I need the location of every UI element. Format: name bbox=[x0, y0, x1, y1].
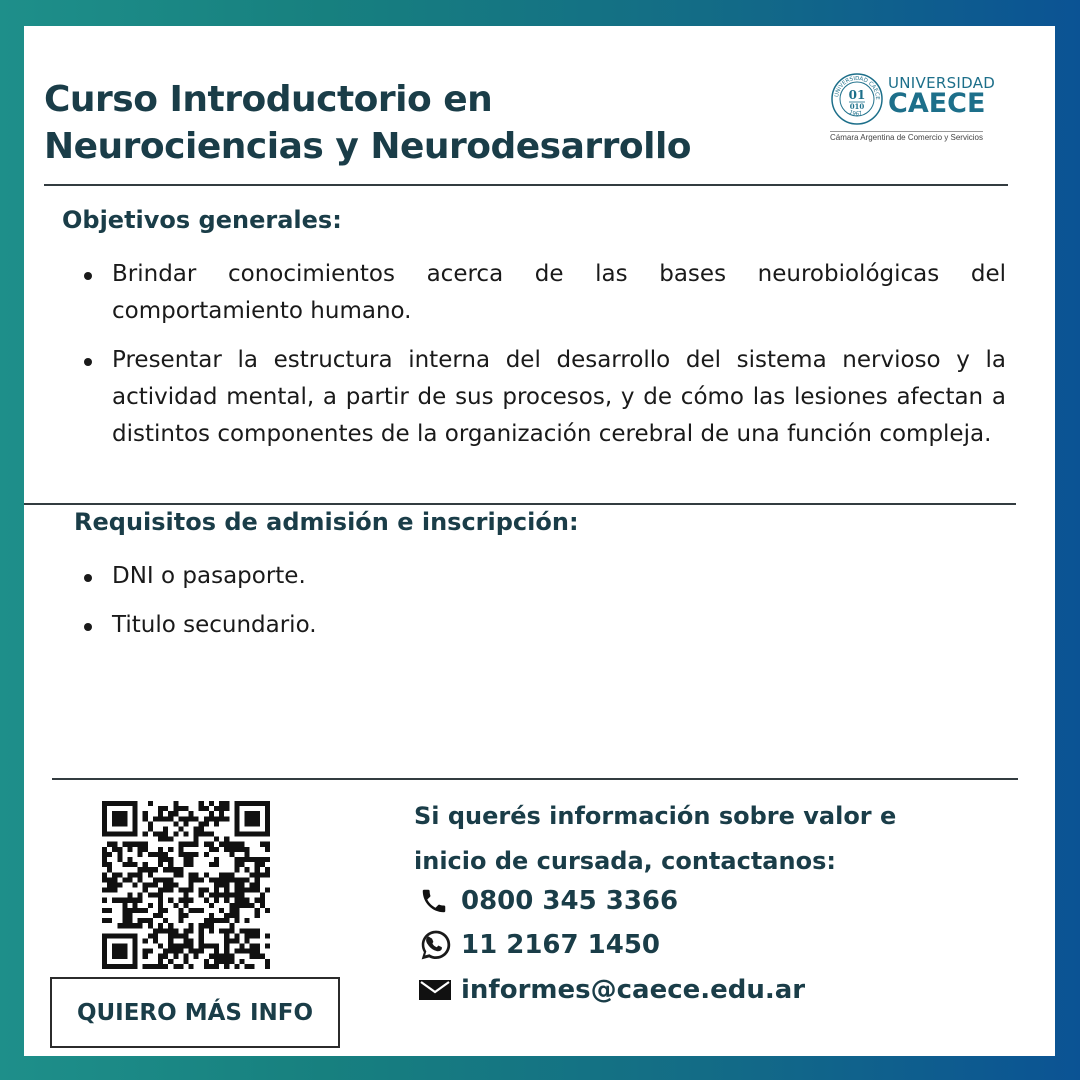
logo-name: CAECE bbox=[888, 88, 986, 119]
section-divider bbox=[24, 503, 1016, 505]
svg-text:01: 01 bbox=[848, 88, 866, 102]
svg-text:1967: 1967 bbox=[848, 109, 863, 118]
objetivos-heading: Objetivos generales: bbox=[62, 206, 342, 234]
title-line-1: Curso Introductorio en bbox=[44, 79, 493, 120]
requisitos-heading: Requisitos de admisión e inscripción: bbox=[74, 508, 579, 536]
email-contact[interactable] bbox=[419, 970, 805, 1010]
envelope-icon bbox=[419, 973, 455, 1007]
list-item: Brindar conocimientos acerca de las bases neurobiológicas del comportamiento humano. bbox=[76, 256, 1006, 330]
qr-code[interactable] bbox=[102, 801, 270, 969]
list-item: DNI o pasaporte. bbox=[76, 558, 1006, 595]
objetivos-list bbox=[76, 256, 1006, 465]
phone-number: 0800 345 3366 bbox=[461, 886, 679, 916]
whatsapp-number: 11 2167 1450 bbox=[461, 930, 661, 960]
contact-divider bbox=[52, 778, 1018, 780]
contact-heading-line-1: Si querés información sobre valor e bbox=[414, 802, 897, 830]
bullet-icon bbox=[84, 272, 92, 280]
flyer-card bbox=[24, 26, 1055, 1056]
list-item: Titulo secundario. bbox=[76, 607, 1006, 644]
email-address: informes@caece.edu.ar bbox=[461, 975, 806, 1005]
bullet-icon bbox=[84, 574, 92, 582]
whatsapp-contact[interactable] bbox=[419, 925, 660, 965]
title-line-2: Neurociencias y Neurodesarrollo bbox=[44, 126, 692, 167]
phone-contact[interactable] bbox=[419, 881, 678, 921]
contact-heading-line-2: inicio de cursada, contactanos: bbox=[414, 847, 836, 875]
requisitos-list bbox=[76, 558, 1006, 656]
more-info-button[interactable]: QUIERO MÁS INFO bbox=[50, 977, 340, 1048]
svg-text:UNIVERSIDAD CAECE: UNIVERSIDAD CAECE bbox=[834, 75, 881, 100]
bullet-icon bbox=[84, 358, 92, 366]
course-title bbox=[44, 76, 691, 170]
bullet-icon bbox=[84, 623, 92, 631]
phone-icon bbox=[419, 884, 455, 918]
title-divider bbox=[44, 184, 1008, 186]
logo-universidad: UNIVERSIDAD bbox=[888, 74, 996, 92]
caece-logo bbox=[830, 72, 1016, 146]
university-seal-icon bbox=[830, 72, 884, 126]
logo-subtitle: Cámara Argentina de Comercio y Servicios bbox=[830, 133, 983, 142]
svg-text:010: 010 bbox=[849, 102, 865, 111]
contact-heading bbox=[414, 794, 1014, 884]
list-item: Presentar la estructura interna del desarrollo del sistema nervioso y la actividad mental, a partir de sus procesos, y de cómo las lesiones afectan a distintos componentes de la organización cerebral de una función compleja. bbox=[76, 342, 1006, 453]
whatsapp-icon bbox=[419, 928, 455, 962]
